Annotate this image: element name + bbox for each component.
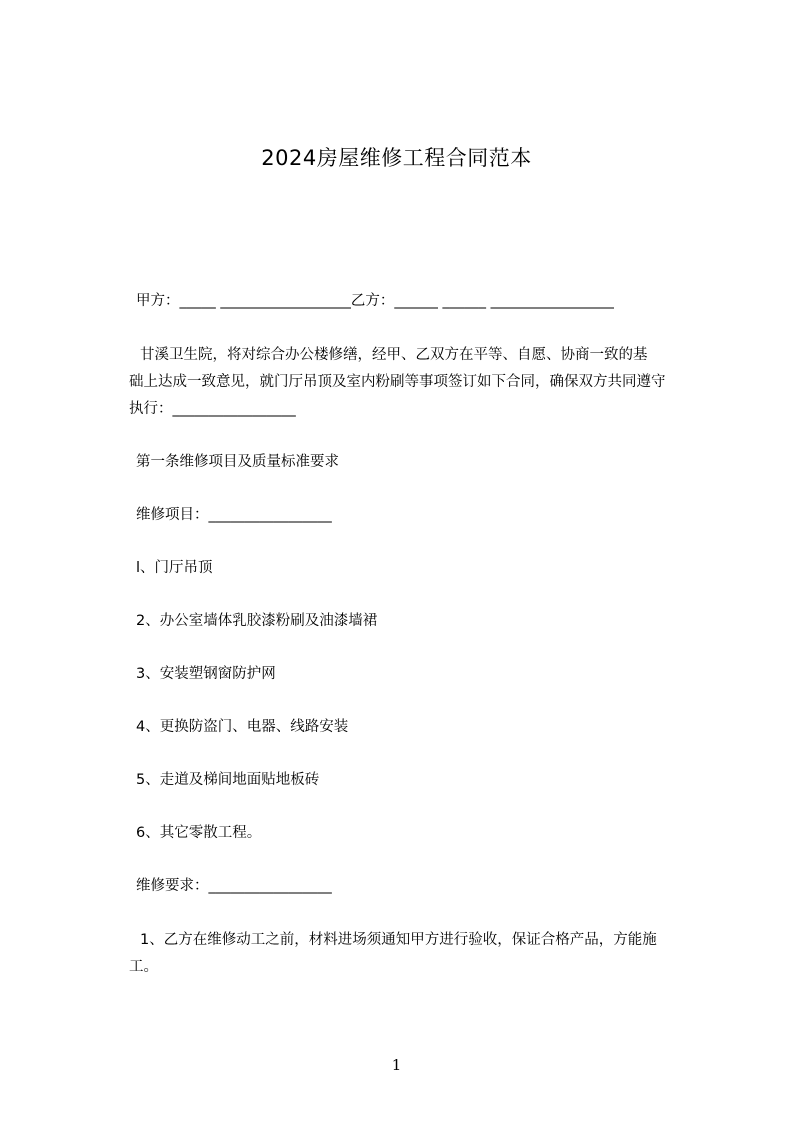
intro-paragraph-line-2: 础上达成一致意见，就门厅吊顶及室内粉刷等事项签订如下合同，确保双方共同遵守 [129, 374, 666, 390]
repair-item: 4、更换防盗门、电器、线路安装 [136, 719, 349, 735]
requirement-1-line-2: 工。 [129, 959, 158, 975]
repair-item: 3、安装塑钢窗防护网 [136, 666, 276, 682]
repair-item: 6、其它零散工程。 [136, 825, 262, 841]
requirement-1-line-1: 1、乙方在维修动工之前，材料进场须通知甲方进行验收，保证合格产品，方能施 [140, 932, 657, 948]
repair-item: l、门厅吊顶 [136, 560, 213, 576]
repair-item: 2、办公室墙体乳胶漆粉刷及油漆墙裙 [136, 613, 378, 629]
repair-requirements-label: 维修要求：_________________ [136, 878, 332, 894]
parties-line: 甲方：_____ __________________乙方：______ ______ _________________ [136, 293, 614, 309]
intro-paragraph-line-1: 甘溪卫生院，将对综合办公楼修缮，经甲、乙双方在平等、自愿、协商一致的基 [140, 347, 648, 363]
repair-item: 5、走道及梯间地面贴地板砖 [136, 772, 320, 788]
repair-items-label: 维修项目：_________________ [136, 507, 332, 523]
intro-paragraph-line-3: 执行：_________________ [129, 401, 296, 417]
article-1-heading: 第一条维修项目及质量标准要求 [136, 454, 339, 470]
document-title: 2024房屋维修工程合同范本 [261, 146, 532, 170]
page-number: 1 [391, 1056, 402, 1074]
